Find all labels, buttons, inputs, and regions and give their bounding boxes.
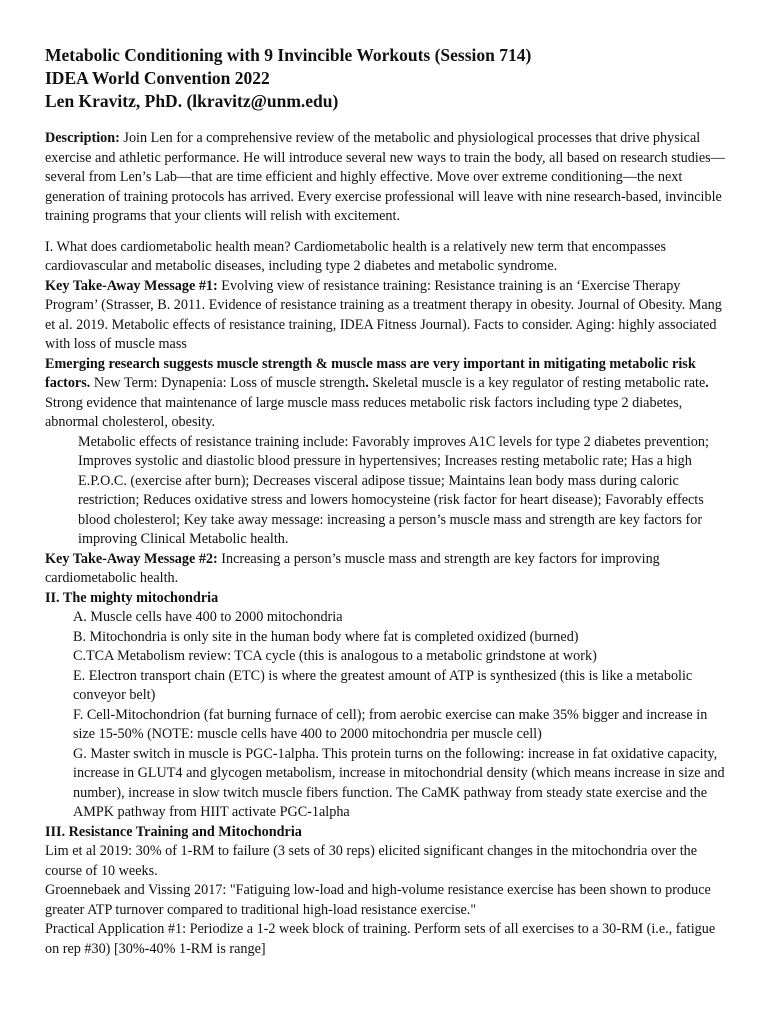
emerging-research-text-1: New Term: Dynapenia: Loss of muscle strength — [90, 375, 366, 391]
description-paragraph — [45, 129, 728, 227]
key-message-2 — [45, 550, 728, 589]
mitochondria-item-c: C.TCA Metabolism review: TCA cycle (this is analogous to a metabolic grindstone at work) — [73, 648, 597, 664]
emerging-research-text-2: Skeletal muscle is a key regulator of resting metabolic rate — [368, 375, 706, 391]
mitochondria-item-e: E. Electron transport chain (ETC) is where the greatest amount of ATP is synthesized (this is like a metabolic conveyor belt) — [73, 667, 693, 703]
practical-application-1: Practical Application #1: Periodize a 1-2 week block of training. Perform sets of all exercises to a 30-RM (i.e., fatigue on rep #30) [30%-40% 1-RM is range] — [45, 921, 716, 957]
lim-2019-paragraph: Lim et al 2019: 30% of 1-RM to failure (3 sets of 30 reps) elicited significant changes in the mitochondria over the course of 10 weeks. — [45, 843, 698, 879]
section1-intro: I. What does cardiometabolic health mean? Cardiometabolic health is a relatively new term that encompasses cardiovascular and metabolic diseases, including type 2 diabetes and metabolic syndrome. — [45, 238, 667, 274]
mitochondria-item-a: A. Muscle cells have 400 to 2000 mitochondria — [73, 609, 343, 625]
mitochondria-item-f: F. Cell-Mitochondrion (fat burning furnace of cell); from aerobic exercise can make 35% bigger and increase in size 15-50% (NOTE: muscle cells have 400 to 2000 mitochondria per muscle cell) — [73, 706, 708, 742]
emerging-research-lead: Emerging research suggests muscle strength & muscle mass are very important in mitigating metabolic risk factors. — [45, 355, 696, 391]
emerging-research-dot-1: . — [365, 375, 369, 391]
emerging-research-dot-2: . — [705, 375, 709, 391]
key-message-2-text: Increasing a person’s muscle mass and strength are key factors for improving cardiometabolic health. — [45, 550, 660, 586]
key-message-1-label: Key Take-Away Message #1: — [45, 277, 218, 294]
mitochondria-item-b: B. Mitochondria is only site in the human body where fat is completed oxidized (burned) — [73, 628, 579, 645]
groennebaek-2017-paragraph: Groennebaek and Vissing 2017: "Fatiguing low-load and high-volume resistance exercise has been shown to produce greater ATP turnover compared to traditional high-load resistance exercise." — [45, 882, 711, 918]
description-label: Description: — [45, 130, 120, 146]
document-title-block — [45, 44, 728, 113]
section2-heading: II. The mighty mitochondria — [45, 589, 219, 606]
mitochondria-item-g: G. Master switch in muscle is PGC-1alpha. This protein turns on the following: increase in fat oxidative capacity, increase in GLUT4 and glycogen metabolism, increase in mitochondrial density (which means increase in size and number), increase in slow twitch muscle fibers function. The CaMK pathway from steady state exercise and the AMPK pathway from HIIT activate PGC-1alpha — [73, 745, 725, 820]
section3-heading: III. Resistance Training and Mitochondria — [45, 823, 302, 840]
key-message-2-label: Key Take-Away Message #2: — [45, 550, 218, 567]
emerging-research-paragraph — [45, 355, 728, 433]
session-title: Metabolic Conditioning with 9 Invincible Workouts (Session 714) — [45, 45, 532, 65]
emerging-research-text-3: Strong evidence that maintenance of large muscle mass reduces metabolic risk factors including type 2 diabetes, abnormal cholesterol, obesity. — [45, 394, 683, 430]
key-message-1 — [45, 277, 728, 355]
key-message-1-text: Evolving view of resistance training: Resistance training is an ‘Exercise Therapy Program’ (Strasser, B. 2011. Evidence of resistance training as a treatment therapy in obesity. Journal of Obesity. Mang et al. 2019. Metabolic effects of resistance training, IDEA Fitness Journal). Facts to consider. Aging: highly associated with loss of muscle mass — [45, 277, 722, 352]
description-text: Join Len for a comprehensive review of the metabolic and physiological processes that drive physical exercise and athletic performance. He will introduce several new ways to train the body, all based on research studies—several from Len’s Lab—that are time efficient and highly effective. Move over extreme conditioning—the next generation of training protocols has arrived. Every exercise professional will leave with nine research-based, invincible training programs that your clients will relish with excitement. — [45, 130, 725, 224]
convention-name: IDEA World Convention 2022 — [45, 68, 270, 88]
presenter-line: Len Kravitz, PhD. (lkravitz@unm.edu) — [45, 91, 339, 111]
metabolic-effects-paragraph: Metabolic effects of resistance training include: Favorably improves A1C levels for type 2 diabetes prevention; Improves systolic and diastolic blood pressure in hypertensives; Increases resting metabolic rate; Has a high E.P.O.C. (exercise after burn); Decreases visceral adipose tissue; Maintains lean body mass during caloric restriction; Reduces oxidative stress and lowers homocysteine (risk factor for heart disease); Favorably effects blood cholesterol; Key take away message: increasing a person’s muscle mass and strength are key factors for improving Clinical Metabolic health. — [78, 433, 709, 547]
